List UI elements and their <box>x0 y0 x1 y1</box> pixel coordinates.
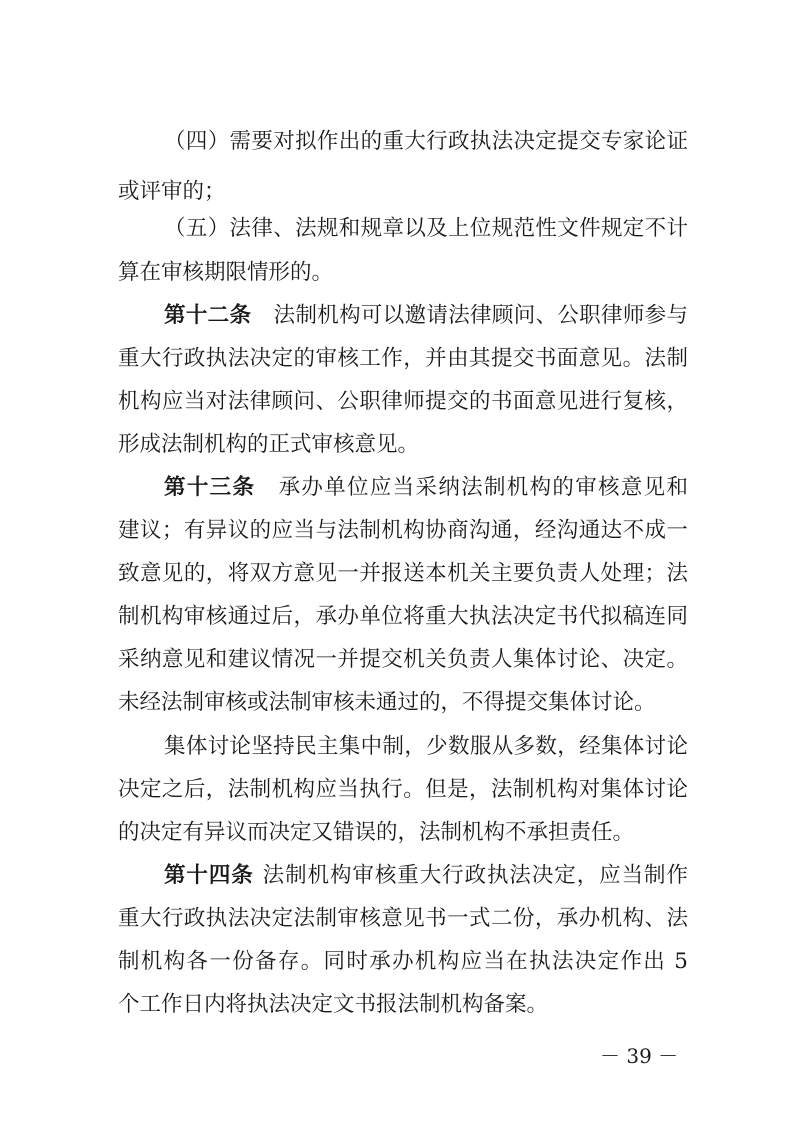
discussion-line-2: 决定之后，法制机构应当执行。但是，法制机构对集体讨论 <box>118 777 688 802</box>
article-12-line-1 <box>164 301 688 331</box>
item-five-line-1: （五）法律、法规和规章以及上位规范性文件规定不计 <box>164 216 688 241</box>
article-14-line-3: 制机构各一份备存。同时承办机构应当在执法决定作出 5 <box>118 949 688 974</box>
article-13-line-3: 致意见的，将双方意见一并报送本机关主要负责人处理；法 <box>118 561 688 586</box>
article-12-heading: 第十二条 <box>164 303 252 328</box>
article-13-line-5: 采纳意见和建议情况一并提交机关负责人集体讨论、决定。 <box>118 647 688 672</box>
article-12-line-4: 形成法制机构的正式审核意见。 <box>118 432 420 457</box>
article-14-line-2: 重大行政执法决定法制审核意见书一式二份，承办机构、法 <box>118 906 688 931</box>
article-13-line-6: 未经法制审核或法制审核未通过的，不得提交集体讨论。 <box>118 690 656 715</box>
article-14-line-4: 个工作日内将执法决定文书报法制机构备案。 <box>118 992 549 1017</box>
article-13-line-4: 制机构审核通过后，承办单位将重大执法决定书代拟稿连同 <box>118 604 688 629</box>
item-four-line-2: 或评审的； <box>118 179 226 204</box>
item-four-line-1: （四）需要对拟作出的重大行政执法决定提交专家论证 <box>164 129 688 154</box>
article-12-line-3: 机构应当对法律顾问、公职律师提交的书面意见进行复核， <box>118 389 688 414</box>
article-13-line-2: 建议；有异议的应当与法制机构协商沟通，经沟通达不成一 <box>118 518 688 543</box>
article-13-heading: 第十三条 <box>164 475 256 500</box>
article-12-text: 法制机构可以邀请法律顾问、公职律师参与 <box>273 303 688 328</box>
discussion-line-1: 集体讨论坚持民主集中制，少数服从多数，经集体讨论 <box>164 734 688 759</box>
article-13-text: 承办单位应当采纳法制机构的审核意见和 <box>277 475 688 500</box>
discussion-line-3: 的决定有异议而决定又错误的，法制机构不承担责任。 <box>118 820 635 845</box>
article-14-heading: 第十四条 <box>164 863 254 888</box>
item-five-line-2: 算在审核期限情形的。 <box>118 260 334 285</box>
article-13-line-1 <box>164 473 688 503</box>
article-14-text: 法制机构审核重大行政执法决定，应当制作 <box>261 863 688 888</box>
article-12-line-2: 重大行政执法决定的审核工作，并由其提交书面意见。法制 <box>118 346 688 371</box>
article-14-line-1 <box>164 861 688 891</box>
page-number: － 39 － <box>600 1044 679 1068</box>
